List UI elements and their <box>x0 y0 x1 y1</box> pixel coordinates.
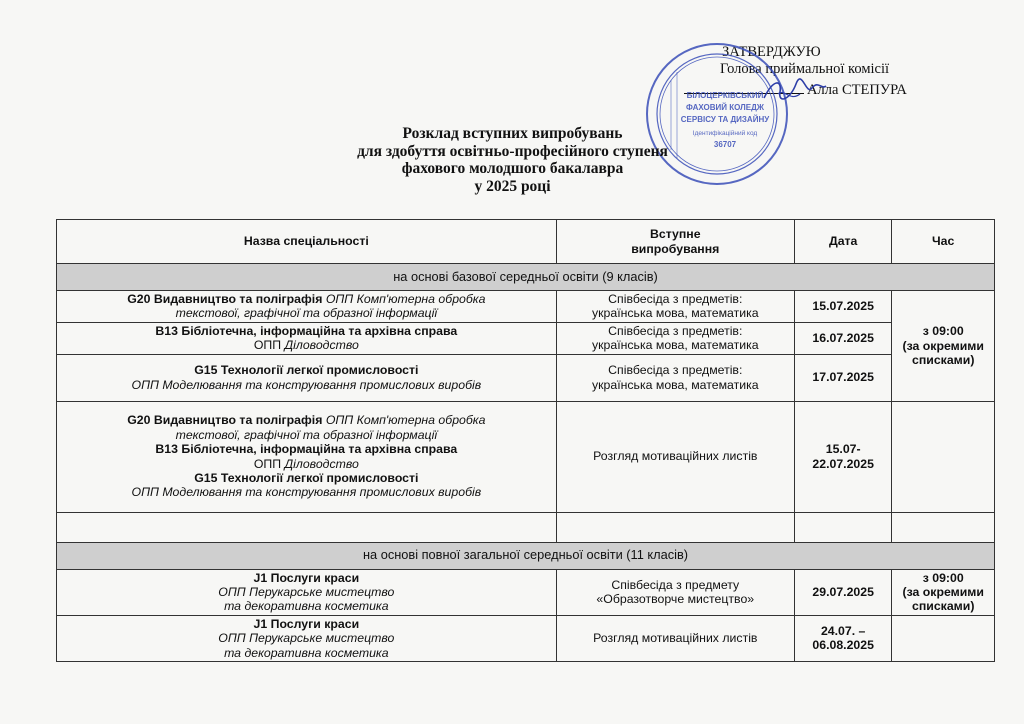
exam-line2: «Образотворче мистецтво» <box>596 592 755 607</box>
program-name-cont: текстової, графічної та образної інформації <box>175 306 438 321</box>
date-cell: 17.07.2025 <box>794 354 892 401</box>
table-row <box>57 291 995 323</box>
program-name-c: ОПП Моделювання та конструювання промислових виробів <box>131 485 482 500</box>
time-cell <box>892 569 995 615</box>
exam-line1: Співбесіда з предмету <box>611 577 740 592</box>
stamp-name-line2: ФАХОВИЙ КОЛЕДЖ <box>685 103 765 112</box>
title-line-2: для здобуття освітньо-професійного ступеня <box>357 142 668 160</box>
time-cell-empty <box>892 401 995 512</box>
exam-cell <box>556 354 794 401</box>
date-to: 06.08.2025 <box>812 638 874 653</box>
time-line1: з 09:00 <box>922 324 964 339</box>
section-title-9-classes: на основі базової середньої освіти (9 класів) <box>57 264 995 291</box>
table-row-combined <box>57 401 995 512</box>
specialty-cell <box>57 291 557 323</box>
date-to: 22.07.2025 <box>812 456 874 471</box>
specialty-cell <box>57 401 557 512</box>
exam-cell: Розгляд мотиваційних листів <box>556 615 794 661</box>
specialty-code: G15 Технології легкої промисловості <box>194 363 419 378</box>
spacer-cell <box>892 512 995 542</box>
date-cell: 16.07.2025 <box>794 322 892 354</box>
signature-mark <box>760 70 830 110</box>
time-line1: з 09:00 <box>922 570 964 585</box>
exam-line1: Співбесіда з предметів: <box>608 363 743 378</box>
exam-line1: Співбесіда з предметів: <box>608 292 743 306</box>
header-date: Дата <box>794 220 892 264</box>
exam-cell <box>556 322 794 354</box>
header-exam-line1: Вступне <box>649 227 701 242</box>
title-line-1: Розклад вступних випробувань <box>402 125 623 142</box>
exam-cell <box>556 291 794 323</box>
exam-line1: Співбесіда з предметів: <box>608 323 743 338</box>
spacer-row <box>57 512 995 542</box>
table-header-row <box>57 220 995 264</box>
program-name-cont: та декоративна косметика <box>224 599 389 614</box>
program-prefix-b: ОПП <box>253 456 282 471</box>
table-row <box>57 322 995 354</box>
stamp-name-line1: БІЛОЦЕРКІВСЬКИЙ <box>686 91 764 100</box>
date-from: 15.07- <box>825 442 861 457</box>
exam-line2: українська мова, математика <box>591 306 759 321</box>
header-exam <box>556 220 794 264</box>
specialty-code-b: В13 Бібліотечна, інформаційна та архівна справа <box>155 442 458 457</box>
specialty-cell <box>57 569 557 615</box>
specialty-cell <box>57 322 557 354</box>
exam-cell: Розгляд мотиваційних листів <box>556 401 794 512</box>
stamp-id-code: 36707 <box>713 140 737 149</box>
time-line2: (за окремими <box>902 585 984 600</box>
specialty-code: J1 Послуги краси <box>253 616 360 631</box>
exam-line2: українська мова, математика <box>591 338 759 353</box>
program-name-a: ОПП Комп'ютерна обробка <box>325 413 486 428</box>
stamp-name-line3: СЕРВІСУ ТА ДИЗАЙНУ <box>680 115 770 124</box>
section-title-11-classes: на основі повної загальної середньої освіти (11 класів) <box>57 542 995 569</box>
stamp-id-label: Ідентифікаційний код <box>692 130 758 137</box>
table-row <box>57 569 995 615</box>
date-cell <box>794 615 892 661</box>
program-name: ОПП Комп'ютерна обробка <box>325 292 486 306</box>
program-name: ОПП Перукарське мистецтво <box>218 631 395 646</box>
schedule-table <box>56 219 995 662</box>
specialty-code-c: G15 Технології легкої промисловості <box>194 471 419 486</box>
exam-line2: українська мова, математика <box>591 377 759 392</box>
table-row <box>57 354 995 401</box>
time-line2: (за окремими <box>902 338 984 353</box>
approval-position: Голова приймальної комісії <box>720 61 890 77</box>
section-row-11-classes <box>57 542 995 569</box>
exam-cell <box>556 569 794 615</box>
date-cell: 15.07.2025 <box>794 291 892 323</box>
section-row-9-classes <box>57 264 995 291</box>
specialty-code: В13 Бібліотечна, інформаційна та архівна справа <box>155 323 458 338</box>
specialty-code: J1 Послуги краси <box>253 570 360 585</box>
program-name: ОПП Моделювання та конструювання промислових виробів <box>131 377 482 392</box>
time-cell-empty <box>892 615 995 661</box>
header-exam-line2: випробування <box>631 241 720 256</box>
title-line-3: фахового молодшого бакалавра <box>401 160 624 177</box>
time-cell <box>892 291 995 402</box>
specialty-cell <box>57 615 557 661</box>
approval-signatory: Алла СТЕПУРА <box>807 82 907 98</box>
header-time: Час <box>892 220 995 264</box>
document-title <box>320 125 705 195</box>
time-line3: списками) <box>912 599 975 614</box>
program-name-b: Діловодство <box>284 456 359 471</box>
header-specialty: Назва спеціальності <box>57 220 557 264</box>
specialty-cell <box>57 354 557 401</box>
date-cell <box>794 401 892 512</box>
program-name: Діловодство <box>284 338 359 353</box>
table-row <box>57 615 995 661</box>
specialty-code-a: G20 Видавництво та поліграфія <box>127 413 323 428</box>
program-prefix: ОПП <box>253 338 282 353</box>
program-name-cont: та декоративна косметика <box>224 645 389 660</box>
program-name: ОПП Перукарське мистецтво <box>218 585 395 600</box>
date-cell: 29.07.2025 <box>794 569 892 615</box>
spacer-cell <box>57 512 557 542</box>
program-name-a-cont: текстової, графічної та образної інформації <box>175 427 438 442</box>
approval-heading: ЗАТВЕРДЖУЮ <box>722 44 821 60</box>
spacer-cell <box>794 512 892 542</box>
date-from: 24.07. – <box>820 624 866 639</box>
spacer-cell <box>556 512 794 542</box>
title-line-4: у 2025 році <box>474 177 551 195</box>
time-line3: списками) <box>912 353 975 368</box>
specialty-code: G20 Видавництво та поліграфія <box>127 292 323 306</box>
